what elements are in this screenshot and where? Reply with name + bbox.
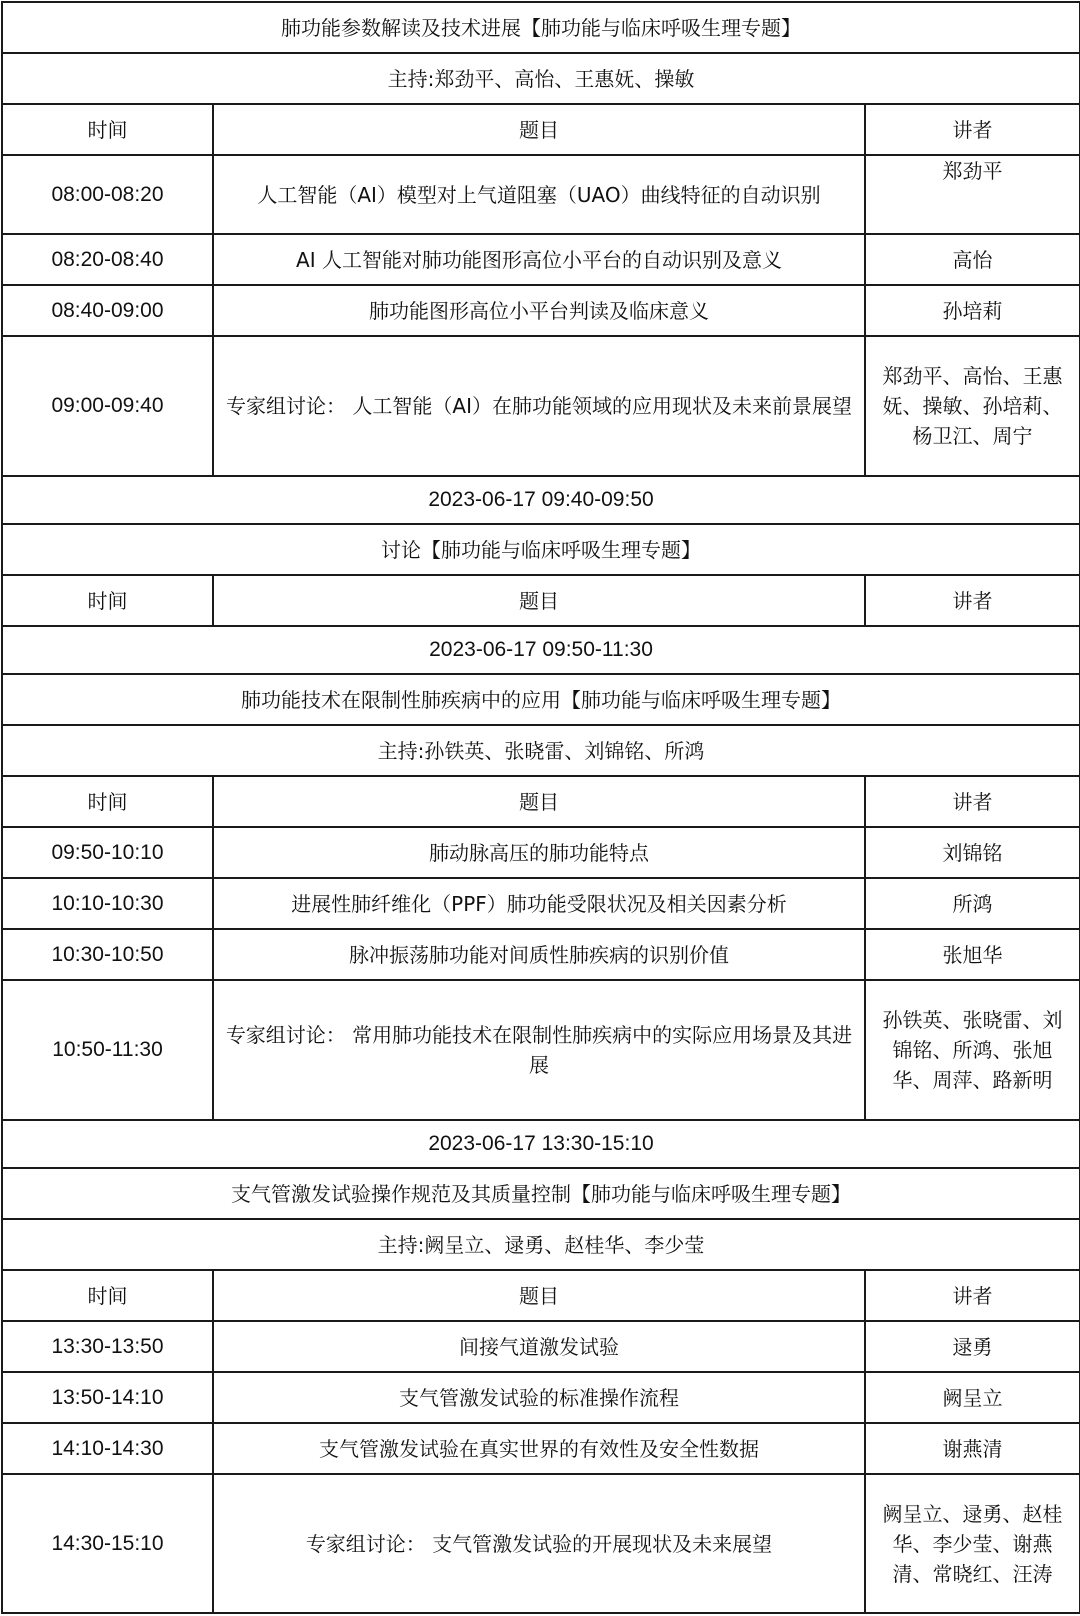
- row-title: 脉冲振荡肺功能对间质性肺疾病的识别价值: [213, 929, 865, 980]
- table-row: [2, 234, 1080, 285]
- row-speaker: 高怡: [865, 234, 1080, 285]
- header-time: 时间: [2, 776, 213, 827]
- session-hosts: 主持:郑劲平、高怡、王惠妩、操敏: [2, 53, 1080, 104]
- row-speaker: 阙呈立、逯勇、赵桂华、李少莹、谢燕清、常晓红、汪涛: [865, 1474, 1080, 1613]
- row-title: 专家组讨论： 人工智能（AI）在肺功能领域的应用现状及未来前景展望: [213, 336, 865, 476]
- session-hosts: 主持:孙铁英、张晓雷、刘锦铭、所鸿: [2, 725, 1080, 776]
- row-time: 10:30-10:50: [2, 929, 213, 980]
- header-title: 题目: [213, 575, 865, 626]
- row-title: 间接气道激发试验: [213, 1321, 865, 1372]
- session-title: 肺功能参数解读及技术进展【肺功能与临床呼吸生理专题】: [2, 2, 1080, 53]
- row-speaker: 阙呈立: [865, 1372, 1080, 1423]
- column-header-row: [2, 104, 1080, 155]
- header-speaker: 讲者: [865, 575, 1080, 626]
- row-time: 13:30-13:50: [2, 1321, 213, 1372]
- hosts-row: [2, 1219, 1080, 1270]
- table-row: [2, 285, 1080, 336]
- row-time: 09:00-09:40: [2, 336, 213, 476]
- table-row: [2, 827, 1080, 878]
- row-speaker: 刘锦铭: [865, 827, 1080, 878]
- row-title: 人工智能（AI）模型对上气道阻塞（UAO）曲线特征的自动识别: [213, 155, 865, 234]
- session-datetime: 2023-06-17 09:50-11:30: [2, 626, 1080, 674]
- row-time: 08:00-08:20: [2, 155, 213, 234]
- table-row: [2, 155, 1080, 234]
- header-speaker: 讲者: [865, 776, 1080, 827]
- table-row: [2, 1321, 1080, 1372]
- hosts-row: [2, 53, 1080, 104]
- hosts-row: [2, 725, 1080, 776]
- session-hosts: 主持:阙呈立、逯勇、赵桂华、李少莹: [2, 1219, 1080, 1270]
- table-row: [2, 1372, 1080, 1423]
- header-speaker: 讲者: [865, 1270, 1080, 1321]
- row-speaker: 谢燕清: [865, 1423, 1080, 1474]
- session-datetime-row: [2, 626, 1080, 674]
- session-title-row: [2, 524, 1080, 575]
- column-header-row: [2, 776, 1080, 827]
- session-title: 支气管激发试验操作规范及其质量控制【肺功能与临床呼吸生理专题】: [2, 1168, 1080, 1219]
- schedule-table: [1, 1, 1080, 1614]
- row-time: 14:10-14:30: [2, 1423, 213, 1474]
- table-row: [2, 336, 1080, 476]
- table-row: [2, 878, 1080, 929]
- table-row: [2, 1474, 1080, 1613]
- row-speaker: 郑劲平: [865, 155, 1080, 234]
- session-title-row: [2, 2, 1080, 53]
- row-title: 进展性肺纤维化（PPF）肺功能受限状况及相关因素分析: [213, 878, 865, 929]
- row-title: 支气管激发试验的标准操作流程: [213, 1372, 865, 1423]
- row-time: 10:50-11:30: [2, 980, 213, 1120]
- session-datetime-row: [2, 1120, 1080, 1168]
- row-title: 专家组讨论： 支气管激发试验的开展现状及未来展望: [213, 1474, 865, 1613]
- session-title-row: [2, 1168, 1080, 1219]
- row-time: 14:30-15:10: [2, 1474, 213, 1613]
- header-title: 题目: [213, 1270, 865, 1321]
- row-speaker: 孙铁英、张晓雷、刘锦铭、所鸿、张旭华、周萍、路新明: [865, 980, 1080, 1120]
- session-datetime-row: [2, 476, 1080, 524]
- header-time: 时间: [2, 104, 213, 155]
- header-time: 时间: [2, 575, 213, 626]
- table-row: [2, 1423, 1080, 1474]
- row-title: 肺动脉高压的肺功能特点: [213, 827, 865, 878]
- row-title: 支气管激发试验在真实世界的有效性及安全性数据: [213, 1423, 865, 1474]
- row-speaker: 孙培莉: [865, 285, 1080, 336]
- row-time: 09:50-10:10: [2, 827, 213, 878]
- session-title: 肺功能技术在限制性肺疾病中的应用【肺功能与临床呼吸生理专题】: [2, 674, 1080, 725]
- session-datetime: 2023-06-17 13:30-15:10: [2, 1120, 1080, 1168]
- header-title: 题目: [213, 776, 865, 827]
- header-time: 时间: [2, 1270, 213, 1321]
- row-speaker: 张旭华: [865, 929, 1080, 980]
- table-row: [2, 929, 1080, 980]
- row-speaker: 所鸿: [865, 878, 1080, 929]
- session-datetime: 2023-06-17 09:40-09:50: [2, 476, 1080, 524]
- row-time: 13:50-14:10: [2, 1372, 213, 1423]
- row-title: 专家组讨论： 常用肺功能技术在限制性肺疾病中的实际应用场景及其进展: [213, 980, 865, 1120]
- column-header-row: [2, 1270, 1080, 1321]
- row-title: AI 人工智能对肺功能图形高位小平台的自动识别及意义: [213, 234, 865, 285]
- row-title: 肺功能图形高位小平台判读及临床意义: [213, 285, 865, 336]
- row-time: 08:20-08:40: [2, 234, 213, 285]
- header-title: 题目: [213, 104, 865, 155]
- header-speaker: 讲者: [865, 104, 1080, 155]
- session-title-row: [2, 674, 1080, 725]
- session-title: 讨论【肺功能与临床呼吸生理专题】: [2, 524, 1080, 575]
- row-time: 10:10-10:30: [2, 878, 213, 929]
- row-speaker: 逯勇: [865, 1321, 1080, 1372]
- table-row: [2, 980, 1080, 1120]
- column-header-row: [2, 575, 1080, 626]
- row-time: 08:40-09:00: [2, 285, 213, 336]
- row-speaker: 郑劲平、高怡、王惠妩、操敏、孙培莉、杨卫江、周宁: [865, 336, 1080, 476]
